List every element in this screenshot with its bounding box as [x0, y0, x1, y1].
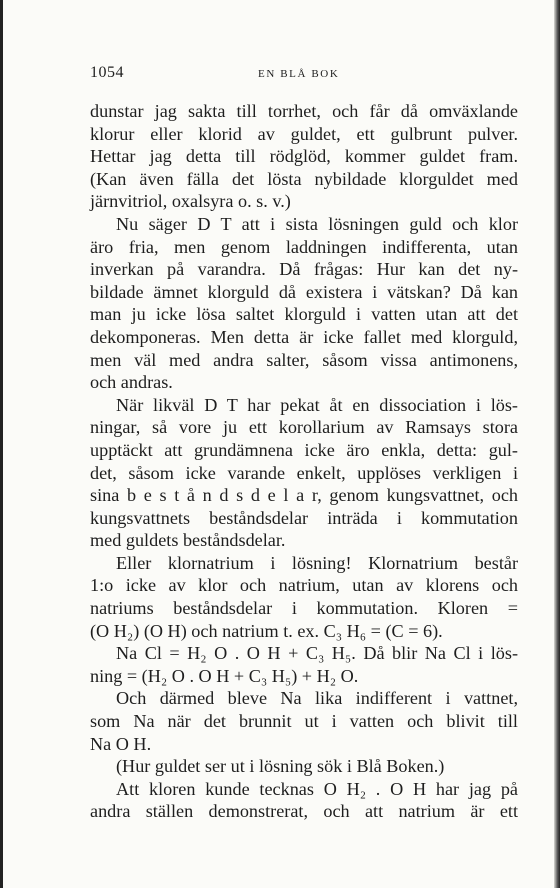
text-line: Na O H. — [90, 733, 152, 754]
text-line: upptäckt att grundämnena icke äro enkla, detta: gul- — [90, 439, 518, 460]
text-line: Nu säger D T att i sista lösningen guld och klor — [116, 213, 518, 234]
running-title: EN BLÅ BOK — [258, 68, 340, 80]
text-line: det, såsom icke varande enkelt, upplöses verkligen i — [90, 462, 518, 483]
text-line: sina b e s t å n d s d e l a r, genom kungsvattnet, och — [90, 485, 518, 506]
text-line: järnvitriol, oxalsyra o. s. v.) — [90, 191, 291, 212]
text-line: (Kan även fälla det lösta nybildade klorguldet med — [90, 168, 518, 189]
text-line: ning = (H₂ O . O H + C₃ H₅) + H₂ O. — [90, 665, 359, 686]
text-line: natriums beståndsdelar i kommutation. Kloren = — [90, 598, 518, 619]
page-edge-right — [554, 0, 560, 888]
text-line: Och därmed bleve Na lika indifferent i vattnet, — [116, 688, 518, 709]
text-line: dekomponeras. Men detta är icke fallet med klorguld, — [90, 326, 518, 347]
body-text — [90, 100, 518, 823]
text-line: och andras. — [90, 372, 173, 393]
text-line: Eller klornatrium i lösning! Klornatrium består — [116, 552, 518, 573]
text-line: Na Cl = H₂ O . O H + C₃ H₅. Då blir Na Cl i lös- — [116, 643, 518, 664]
text-line: man ju icke lösa saltet klorguld i vatten utan att det — [90, 304, 518, 325]
text-line: När likväl D T har pekat åt en dissociation i lös- — [116, 394, 518, 415]
text-line: Att kloren kunde tecknas O H₂ . O H har jag på — [116, 778, 518, 799]
text-line: dunstar jag sakta till torrhet, och får då omväxlande — [90, 101, 518, 121]
text-line: inverkan på varandra. Då frågas: Hur kan det ny- — [90, 259, 518, 280]
text-line: (O H₂) (O H) och natrium t. ex. C₃ H₆ = (C = 6). — [90, 620, 443, 641]
text-line: 1:o icke av klor och natrium, utan av klorens och — [90, 575, 518, 596]
text-line: kungsvattnets beståndsdelar inträda i kommutation — [90, 507, 518, 528]
text-line: (Hur guldet ser ut i lösning sök i Blå Boken.) — [116, 756, 445, 777]
text-line: Hettar jag detta till rödglöd, kommer guldet fram. — [90, 146, 518, 167]
text-line: andra ställen demonstrerat, och att natrium är ett — [90, 801, 518, 822]
text-line: klorur eller klorid av guldet, ett gulbrunt pulver. — [90, 123, 518, 144]
text-line: ningar, så vore ju ett korollarium av Ramsays stora — [90, 417, 518, 438]
text-line: med guldets beståndsdelar. — [90, 530, 286, 551]
page-edge-left — [0, 0, 3, 888]
text-line: som Na när det brunnit ut i vatten och blivit till — [90, 711, 518, 732]
page-number: 1054 — [90, 64, 124, 81]
text-line: men väl med andra salter, såsom vissa antimonens, — [90, 349, 518, 370]
text-line: äro fria, men genom laddningen indifferenta, utan — [90, 236, 518, 257]
text-line: bildade ämnet klorguld då existera i vätskan? Då kan — [90, 281, 518, 302]
